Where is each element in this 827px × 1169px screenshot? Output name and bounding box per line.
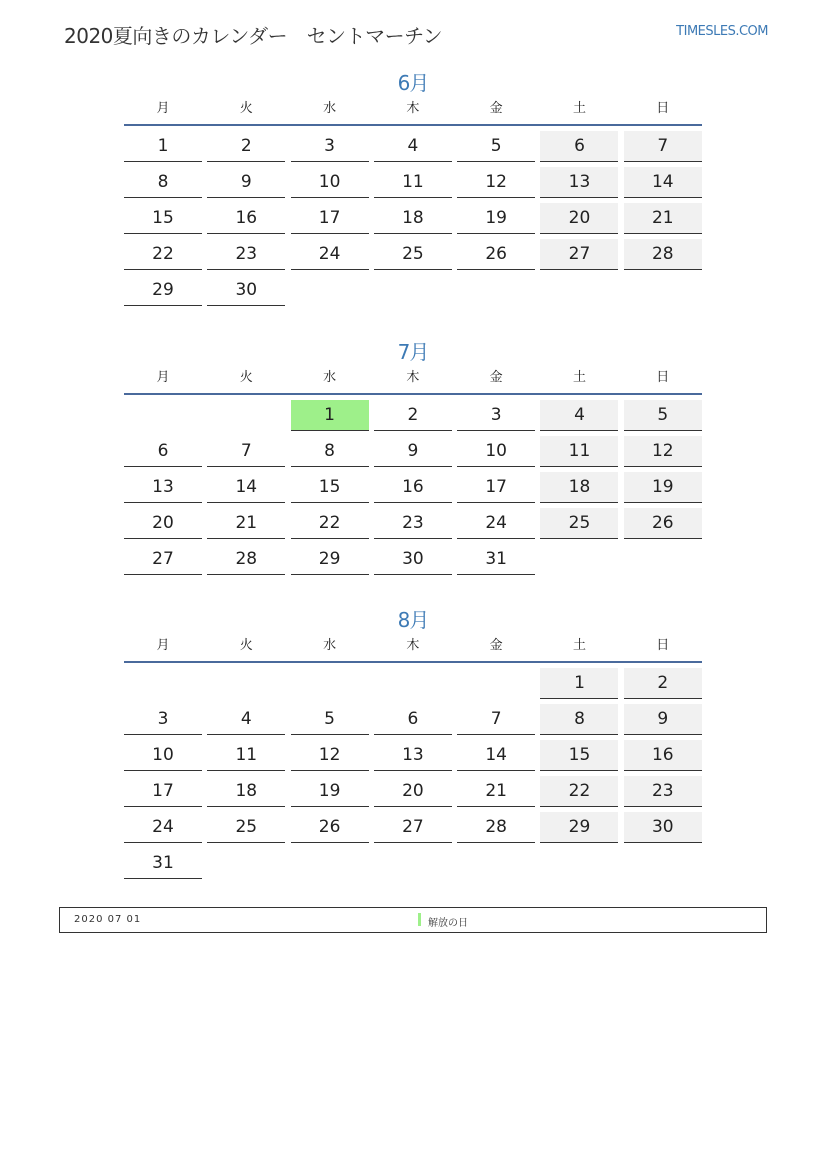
weekday-label: 火	[239, 638, 253, 653]
weekday-label: 金	[489, 638, 503, 653]
week-row	[124, 203, 702, 239]
day-cell: 26	[291, 812, 369, 843]
day-cell: 17	[291, 203, 369, 234]
month-title: 8月	[397, 608, 429, 632]
day-cell: 13	[374, 740, 452, 771]
weekday-label: 水	[323, 370, 337, 385]
month-grid	[124, 668, 702, 884]
day-cell: 22	[291, 508, 369, 539]
legend-holiday-name: 解放の日	[428, 918, 468, 929]
day-cell: 9	[624, 704, 702, 735]
week-row	[124, 400, 702, 436]
day-cell: 1	[124, 131, 202, 162]
empty-day-cell	[457, 848, 535, 879]
site-name: TIMESLES.COM	[676, 24, 768, 39]
weekday-header	[124, 367, 702, 395]
week-row	[124, 848, 702, 884]
week-row	[124, 131, 702, 167]
empty-day-cell	[540, 275, 618, 306]
day-cell: 29	[124, 275, 202, 306]
empty-day-cell	[291, 848, 369, 879]
day-cell: 13	[124, 472, 202, 503]
weekday-label: 月	[156, 638, 170, 653]
week-row	[124, 812, 702, 848]
empty-day-cell	[624, 275, 702, 306]
day-cell: 3	[291, 131, 369, 162]
empty-day-cell	[374, 668, 452, 699]
day-cell: 28	[457, 812, 535, 843]
day-cell: 2	[374, 400, 452, 431]
day-cell: 18	[207, 776, 285, 807]
day-cell: 31	[124, 848, 202, 879]
weekday-label: 月	[156, 370, 170, 385]
day-cell: 23	[207, 239, 285, 270]
day-cell: 25	[374, 239, 452, 270]
day-cell: 4	[540, 400, 618, 431]
empty-day-cell	[457, 668, 535, 699]
day-cell: 8	[540, 704, 618, 735]
day-cell: 2	[624, 668, 702, 699]
month-grid	[124, 131, 702, 311]
week-row	[124, 167, 702, 203]
day-cell: 9	[374, 436, 452, 467]
day-cell: 7	[207, 436, 285, 467]
week-row	[124, 436, 702, 472]
weekday-label: 土	[572, 101, 586, 116]
week-row	[124, 668, 702, 704]
empty-day-cell	[291, 275, 369, 306]
day-cell: 26	[624, 508, 702, 539]
day-cell: 17	[457, 472, 535, 503]
day-cell: 11	[540, 436, 618, 467]
month-august	[124, 605, 702, 884]
weekday-label: 土	[572, 638, 586, 653]
day-cell: 25	[540, 508, 618, 539]
empty-day-cell	[540, 544, 618, 575]
week-row	[124, 544, 702, 580]
day-cell: 12	[624, 436, 702, 467]
day-cell: 21	[457, 776, 535, 807]
day-cell: 1	[291, 400, 369, 431]
empty-day-cell	[207, 668, 285, 699]
day-cell: 1	[540, 668, 618, 699]
day-cell: 6	[124, 436, 202, 467]
week-row	[124, 275, 702, 311]
day-cell: 10	[124, 740, 202, 771]
holiday-legend	[59, 907, 767, 933]
day-cell: 12	[291, 740, 369, 771]
weekday-label: 金	[489, 101, 503, 116]
day-cell: 25	[207, 812, 285, 843]
empty-day-cell	[624, 544, 702, 575]
day-cell: 14	[624, 167, 702, 198]
day-cell: 3	[124, 704, 202, 735]
day-cell: 3	[457, 400, 535, 431]
day-cell: 11	[374, 167, 452, 198]
empty-day-cell	[207, 400, 285, 431]
day-cell: 22	[540, 776, 618, 807]
week-row	[124, 508, 702, 544]
month-june	[124, 68, 702, 311]
day-cell: 19	[457, 203, 535, 234]
weekday-label: 日	[656, 370, 670, 385]
weekday-label: 火	[239, 101, 253, 116]
day-cell: 30	[624, 812, 702, 843]
week-row	[124, 239, 702, 275]
day-cell: 18	[374, 203, 452, 234]
weekday-label: 木	[406, 638, 420, 653]
legend-date: 2020 07 01	[74, 914, 142, 925]
day-cell: 14	[207, 472, 285, 503]
week-row	[124, 776, 702, 812]
page-title: 2020夏向きのカレンダー セントマーチン	[64, 24, 443, 48]
day-cell: 29	[291, 544, 369, 575]
day-cell: 24	[124, 812, 202, 843]
day-cell: 22	[124, 239, 202, 270]
day-cell: 10	[291, 167, 369, 198]
day-cell: 20	[124, 508, 202, 539]
day-cell: 23	[624, 776, 702, 807]
day-cell: 8	[124, 167, 202, 198]
day-cell: 5	[457, 131, 535, 162]
day-cell: 6	[374, 704, 452, 735]
month-july	[124, 337, 702, 580]
day-cell: 27	[540, 239, 618, 270]
day-cell: 5	[291, 704, 369, 735]
day-cell: 7	[624, 131, 702, 162]
empty-day-cell	[540, 848, 618, 879]
day-cell: 30	[374, 544, 452, 575]
day-cell: 21	[624, 203, 702, 234]
weekday-header	[124, 98, 702, 126]
month-title: 6月	[397, 71, 429, 95]
week-row	[124, 704, 702, 740]
weekday-label: 土	[572, 370, 586, 385]
month-title: 7月	[397, 340, 429, 364]
day-cell: 15	[540, 740, 618, 771]
empty-day-cell	[124, 400, 202, 431]
week-row	[124, 740, 702, 776]
empty-day-cell	[374, 275, 452, 306]
day-cell: 27	[374, 812, 452, 843]
day-cell: 5	[624, 400, 702, 431]
day-cell: 10	[457, 436, 535, 467]
empty-day-cell	[624, 848, 702, 879]
day-cell: 19	[291, 776, 369, 807]
weekday-header	[124, 635, 702, 663]
day-cell: 31	[457, 544, 535, 575]
day-cell: 19	[624, 472, 702, 503]
empty-day-cell	[457, 275, 535, 306]
day-cell: 15	[124, 203, 202, 234]
weekday-label: 日	[656, 638, 670, 653]
day-cell: 9	[207, 167, 285, 198]
day-cell: 18	[540, 472, 618, 503]
day-cell: 28	[624, 239, 702, 270]
day-cell: 16	[207, 203, 285, 234]
empty-day-cell	[207, 848, 285, 879]
day-cell: 29	[540, 812, 618, 843]
day-cell: 16	[624, 740, 702, 771]
day-cell: 20	[374, 776, 452, 807]
day-cell: 15	[291, 472, 369, 503]
day-cell: 24	[457, 508, 535, 539]
day-cell: 14	[457, 740, 535, 771]
day-cell: 7	[457, 704, 535, 735]
weekday-label: 金	[489, 370, 503, 385]
day-cell: 16	[374, 472, 452, 503]
weekday-label: 木	[406, 101, 420, 116]
empty-day-cell	[374, 848, 452, 879]
weekday-label: 日	[656, 101, 670, 116]
day-cell: 30	[207, 275, 285, 306]
day-cell: 4	[207, 704, 285, 735]
day-cell: 26	[457, 239, 535, 270]
day-cell: 2	[207, 131, 285, 162]
weekday-label: 水	[323, 638, 337, 653]
empty-day-cell	[124, 668, 202, 699]
day-cell: 27	[124, 544, 202, 575]
day-cell: 28	[207, 544, 285, 575]
day-cell: 11	[207, 740, 285, 771]
day-cell: 23	[374, 508, 452, 539]
day-cell: 12	[457, 167, 535, 198]
weekday-label: 水	[323, 101, 337, 116]
day-cell: 24	[291, 239, 369, 270]
empty-day-cell	[291, 668, 369, 699]
day-cell: 8	[291, 436, 369, 467]
day-cell: 17	[124, 776, 202, 807]
day-cell: 4	[374, 131, 452, 162]
day-cell: 13	[540, 167, 618, 198]
legend-color-marker	[418, 913, 421, 926]
weekday-label: 火	[239, 370, 253, 385]
weekday-label: 月	[156, 101, 170, 116]
day-cell: 21	[207, 508, 285, 539]
week-row	[124, 472, 702, 508]
day-cell: 20	[540, 203, 618, 234]
month-grid	[124, 400, 702, 580]
weekday-label: 木	[406, 370, 420, 385]
day-cell: 6	[540, 131, 618, 162]
